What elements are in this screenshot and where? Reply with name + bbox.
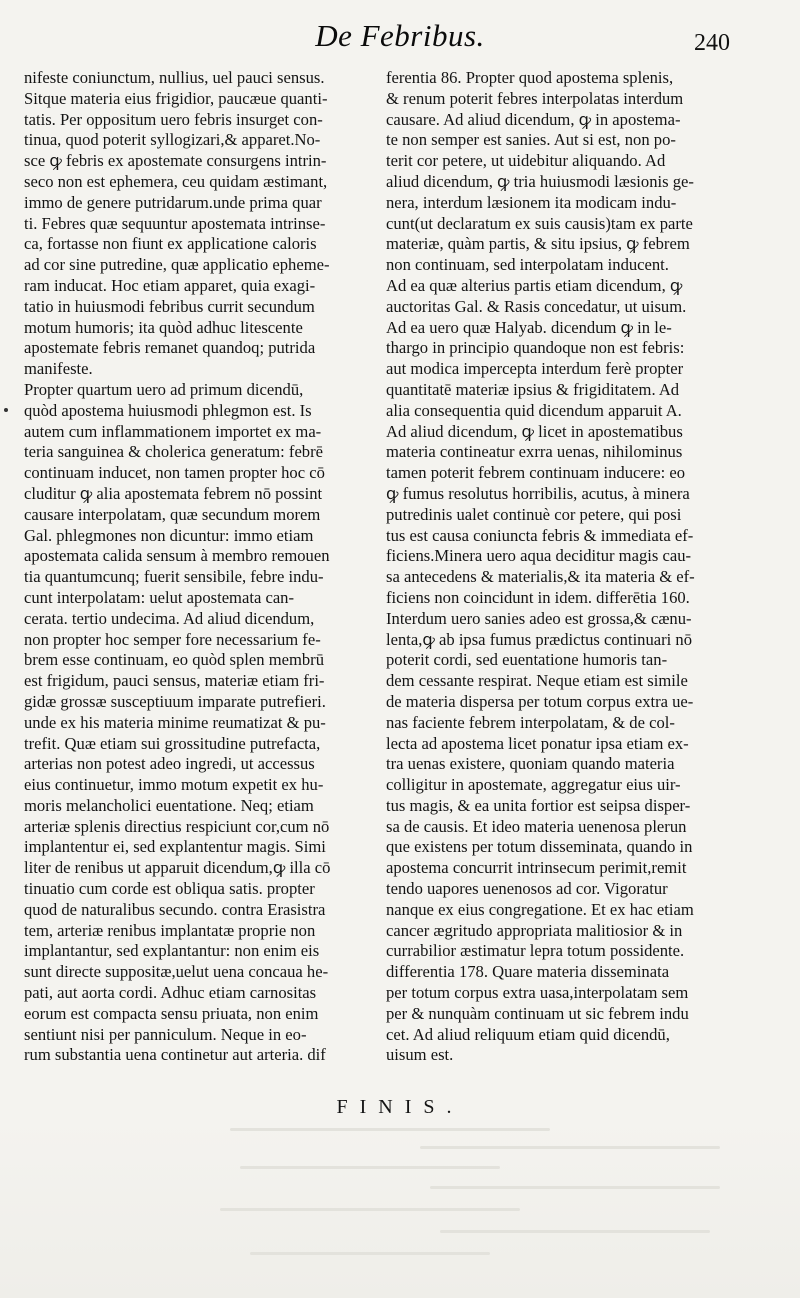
text-line: immo de genere putridarum.unde prima quar bbox=[24, 192, 322, 212]
text-line: ficiens.Minera uero aqua deciditur magis cau- bbox=[386, 546, 692, 566]
text-line: continuam inducet, non tamen propter hoc cō bbox=[24, 463, 325, 483]
text-line: arteriæ splenis directius respiciunt cor,cum nō bbox=[24, 816, 330, 836]
text-line: tra uenas existere, quoniam quando materia bbox=[386, 754, 675, 774]
text-line: Ad aliud dicendum, ꝙ licet in apostematibus bbox=[386, 421, 683, 441]
text-line: Propter quartum uero ad primum dicendū, bbox=[24, 379, 304, 399]
text-line: dem cessante respirat. Neque etiam est simile bbox=[386, 671, 688, 691]
text-line: arterias non potest adeo ingredi, ut accessus bbox=[24, 754, 315, 774]
text-line: non propter hoc semper fore necessarium fe- bbox=[24, 629, 321, 649]
text-line: apostemata calida sensum à membro remouen bbox=[24, 546, 330, 566]
text-line: nanque ex eius congregatione. Et ex hac etiam bbox=[386, 899, 694, 919]
text-line: rum substantia uena continetur aut arteria. dif bbox=[24, 1045, 326, 1065]
text-line: sentiunt nisi per panniculum. Neque in eo- bbox=[24, 1024, 307, 1044]
text-line: sunt directe suppositæ,uelut uena concaua he- bbox=[24, 962, 329, 982]
text-line: trefit. Quæ etiam sui grossitudine putrefacta, bbox=[24, 733, 321, 753]
text-line: tatis. Per oppositum uero febris insurget con- bbox=[24, 109, 323, 129]
text-line: Ad ea quæ alterius partis etiam dicendum, ꝙ bbox=[386, 275, 683, 295]
text-line: alia consequentia quid dicendum apparuit A. bbox=[386, 400, 682, 420]
text-line: causare. Ad aliud dicendum, ꝙ in apostema- bbox=[386, 109, 681, 129]
text-line: tus magis, & ea unita fortior est seipsa disper- bbox=[386, 795, 691, 815]
text-line: teria sanguinea & cholerica generatum: febrē bbox=[24, 442, 323, 462]
text-line: tia quantumcunq; fuerit sensibile, febre indu- bbox=[24, 567, 324, 587]
text-line: ꝙ fumus resolutus horribilis, acutus, à minera bbox=[386, 483, 690, 503]
text-line: terit cor petere, ut uidebitur aliquando. Ad bbox=[386, 151, 666, 171]
text-line: aliud dicendum, ꝙ tria huiusmodi læsionis ge- bbox=[386, 171, 694, 191]
text-line: putredinis ualet continuè cor petere, qui posi bbox=[386, 504, 682, 524]
text-line: lecta ad apostema licet ponatur ipsa etiam ex- bbox=[386, 733, 689, 753]
text-line: sa antecedens & materialis,& ita materia & ef- bbox=[386, 567, 695, 587]
right-text-column bbox=[386, 68, 724, 1066]
text-line: tinuatio cum corde est obliqua satis. propter bbox=[24, 879, 315, 899]
text-line: pati, aut aorta cordi. Adhuc etiam carnositas bbox=[24, 983, 317, 1003]
text-line: non continuam, sed interpolatam inducent. bbox=[386, 255, 669, 275]
text-line: ad cor sine putredine, quæ applicatio epheme- bbox=[24, 255, 330, 275]
text-line: tus est causa coniuncta febris & immediata ef- bbox=[386, 525, 694, 545]
text-line: causare interpolatam, quæ secundum morem bbox=[24, 504, 321, 524]
text-line: ferentia 86. Propter quod apostema splenis, bbox=[386, 68, 674, 87]
text-line: ram inducat. Hoc etiam apparet, quia exagi- bbox=[24, 275, 316, 295]
text-line: cancer ægritudo appropriata malitiosior & in bbox=[386, 920, 683, 940]
text-line: tendo uapores uenenosos ad cor. Vigoratur bbox=[386, 879, 668, 899]
text-line: liter de renibus ut apparuit dicendum,ꝙ illa cō bbox=[24, 858, 331, 878]
bleed-line bbox=[440, 1230, 710, 1233]
text-line: motum humoris; ita quòd adhuc litescente bbox=[24, 317, 303, 337]
text-line: auctoritas Gal. & Rasis concedatur, ut uisum. bbox=[386, 296, 687, 316]
text-line: Ad ea uero quæ Halyab. dicendum ꝙ in le- bbox=[386, 317, 672, 337]
bleed-line bbox=[250, 1252, 490, 1255]
text-line: autem cum inflammationem importet ex ma- bbox=[24, 421, 322, 441]
text-line: de materia dispersa per totum corpus extra ue- bbox=[386, 691, 694, 711]
text-line: tamen poterit febrem continuam inducere: eo bbox=[386, 463, 686, 483]
left-text-column bbox=[24, 68, 369, 1066]
text-line: quòd apostema huiusmodi phlegmon est. Is bbox=[24, 400, 312, 420]
text-line: apostema concurrit intrinsecum perimit,remit bbox=[386, 858, 687, 878]
running-header-title: De Febribus. bbox=[315, 18, 485, 53]
text-line: colligitur in apostemate, aggregatur eius uir- bbox=[386, 775, 681, 795]
text-line: tem, arteriæ renibus implantatæ proprie non bbox=[24, 920, 316, 940]
text-line: eorum est compacta sensu priuata, non enim bbox=[24, 1003, 319, 1023]
text-line: implantentur ei, sed explantentur magis. Simi bbox=[24, 837, 326, 857]
text-line: materia contineatur exrra uenas, nihilominus bbox=[386, 442, 683, 462]
bleed-line bbox=[220, 1208, 520, 1211]
text-line: nera, interdum læsionem ita modicam indu- bbox=[386, 192, 677, 212]
show-through-area bbox=[0, 1120, 800, 1298]
text-line: moris melancholici euentatione. Neq; etiam bbox=[24, 795, 314, 815]
text-line: cunt(ut declaratum ex suis causis)tam ex parte bbox=[386, 213, 693, 233]
margin-dot-mark bbox=[4, 408, 8, 412]
text-line: unde ex his materia minime reumatizat & pu- bbox=[24, 712, 326, 732]
text-line: aut modica impercepta interdum ferè propter bbox=[386, 359, 684, 379]
text-line: nifeste coniunctum, nullius, uel pauci sensus. bbox=[24, 68, 325, 87]
text-line: ca, fortasse non fiunt ex applicatione caloris bbox=[24, 234, 317, 254]
text-line: apostemate febris remanet quandoq; putrida bbox=[24, 338, 316, 358]
text-line: cerata. tertio undecima. Ad aliud dicendum, bbox=[24, 608, 315, 628]
text-line: poterit cordi, sed euentatione humoris tan- bbox=[386, 650, 668, 670]
text-line: manifeste. bbox=[24, 359, 93, 379]
text-line: gidæ grossæ susceptiuum imparate putrefieri. bbox=[24, 691, 326, 711]
text-line: lenta,ꝙ ab ipsa fumus prædictus continuari nō bbox=[386, 629, 693, 649]
text-line: Gal. phlegmones non dicuntur: immo etiam bbox=[24, 525, 314, 545]
text-line: sa de causis. Et ideo materia uenenosa plerun bbox=[386, 816, 687, 836]
text-line: implantantur, sed explantantur: non enim eis bbox=[24, 941, 320, 961]
text-line: que existens per totum disseminata, quando in bbox=[386, 837, 693, 857]
text-line: eius continuetur, immo motum expetit ex hu- bbox=[24, 775, 324, 795]
text-line: te non semper est sanies. Aut si est, non po- bbox=[386, 130, 676, 150]
text-line: sce ꝙ febris ex apostemate consurgens intrin- bbox=[24, 151, 327, 171]
text-line: per & nunquàm continuam ut sic febrem indu bbox=[386, 1003, 689, 1023]
text-line: tinua, quod poterit syllogizari,& apparet.No- bbox=[24, 130, 321, 150]
bleed-line bbox=[430, 1186, 720, 1189]
finis-colophon: FINIS. bbox=[336, 1096, 464, 1118]
text-line: & renum poterit febres interpolatas interdum bbox=[386, 88, 684, 108]
page-number: 240 bbox=[694, 30, 730, 56]
text-line: currabilior æstimatur lepra totum possidente. bbox=[386, 941, 685, 961]
text-line: cet. Ad aliud reliquum etiam quid dicendū, bbox=[386, 1024, 670, 1044]
text-line: brem esse continuam, eo quòd splen membrū bbox=[24, 650, 325, 670]
bleed-line bbox=[230, 1128, 550, 1131]
text-line: quantitatē materiæ ipsius & frigiditatem. Ad bbox=[386, 379, 680, 399]
bleed-line bbox=[420, 1146, 720, 1149]
text-line: materiæ, quàm partis, & situ ipsius, ꝙ febrem bbox=[386, 234, 690, 254]
text-line: per totum corpus extra uasa,interpolatam sem bbox=[386, 983, 689, 1003]
text-line: est frigidum, pauci sensus, materiæ etiam fri- bbox=[24, 671, 325, 691]
text-line: tatio in huiusmodi febribus currit secundum bbox=[24, 296, 315, 316]
text-line: quod de naturalibus secundo. contra Erasistra bbox=[24, 899, 326, 919]
text-line: differentia 178. Quare materia disseminata bbox=[386, 962, 670, 982]
text-line: cluditur ꝙ alia apostemata febrem nō possint bbox=[24, 483, 323, 503]
text-line: cunt interpolatam: uelut apostemata can- bbox=[24, 587, 295, 607]
text-line: seco non est ephemera, ceu quidam æstimant, bbox=[24, 171, 328, 191]
text-line: nas faciente febrem interpolatam, & de col- bbox=[386, 712, 675, 732]
text-line: uisum est. bbox=[386, 1045, 454, 1065]
text-line: thargo in principio quandoque non est febris: bbox=[386, 338, 685, 358]
text-line: Sitque materia eius frigidior, paucæue quanti- bbox=[24, 88, 328, 108]
text-line: ficiens non coincidunt in idem. differētia 160. bbox=[386, 587, 690, 607]
text-line: Interdum uero sanies adeo est grossa,& cænu- bbox=[386, 608, 692, 628]
text-line: ti. Febres quæ sequuntur apostemata intrinse- bbox=[24, 213, 326, 233]
bleed-line bbox=[240, 1166, 500, 1169]
